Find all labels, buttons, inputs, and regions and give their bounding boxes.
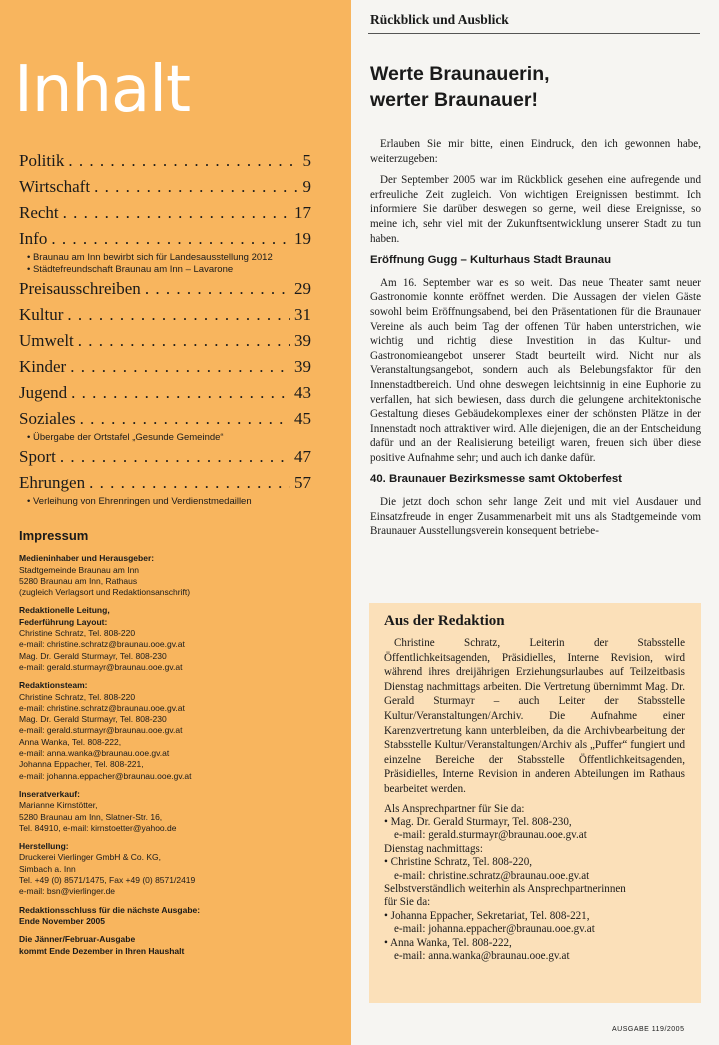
impressum-line: 5280 Braunau am Inn, Rathaus <box>19 575 138 586</box>
toc-leader <box>94 174 298 200</box>
article-paragraph: Am 16. September war es so weit. Das neue Theater samt neuer Gastronomie konnte eröffnet werden. Die Aussagen der vielen Gäste sowohl beim Eröffnungsabend, bei den Präsentationen für die Braunauer Vereine als auch beim Tag der offenen Tür haben unterstrichen, wie wichtig und richtig diese Investition in das Kultur- und Gastronomieangebot unserer Stadt beurteilt wird. Nicht nur als Veranstaltungsangebot, sondern auch als Belebungsfaktor für den Innenstadtbereich. Und ohne deswegen leichtsinnig in eine Euphorie zu verfallen, hat sich bewiesen, dass durch die gelungene architektonische Gestaltung dieses Gebäudekomplexes einer der schönsten Plätze in der Innenstadt noch attraktiver wird. Alle diejenigen, die an der Entscheidung dafür und an der Realisierung beteiligt waren, freuen sich über diese positive Aufnahme sehr; und auch ich danke dafür. <box>370 276 701 464</box>
toc-label: Info <box>19 229 48 248</box>
contact-email: e-mail: anna.wanka@braunau.ooe.gv.at <box>394 950 570 962</box>
toc-label: Kinder <box>19 357 67 376</box>
impressum-line: Christine Schratz, Tel. 808-220 <box>19 628 136 639</box>
impressum-heading: Redaktionelle Leitung, <box>19 605 110 616</box>
toc-leader <box>60 444 290 470</box>
toc-label: Sport <box>19 447 56 466</box>
article-headline <box>370 61 700 113</box>
impressum-line: Mag. Dr. Gerald Sturmayr, Tel. 808-230 <box>19 714 167 725</box>
toc-page: 9 <box>302 177 311 196</box>
toc-page: 19 <box>294 229 311 248</box>
contact-email: e-mail: gerald.sturmayr@braunau.ooe.gv.at <box>394 829 587 842</box>
toc-label: Umwelt <box>19 331 74 350</box>
article-subheading: 40. Braunauer Bezirksmesse samt Oktoberfest <box>370 473 622 486</box>
toc-entry <box>19 148 311 174</box>
toc-page: 17 <box>294 203 311 222</box>
impressum-line: e-mail: bsn@vierlinger.de <box>19 886 116 897</box>
impressum-line: Anna Wanka, Tel. 808-222, <box>19 736 122 747</box>
impressum-line: e-mail: anna.wanka@braunau.ooe.gv.at <box>19 748 170 759</box>
table-of-contents <box>19 148 311 508</box>
toc-page: 45 <box>294 409 311 428</box>
editorial-paragraph: Christine Schratz, Leiterin der Stabsstelle Öffentlichkeitsagenden, Präsidielles, Interne Revision, wird während ihres dreijährigen Erziehungsurlaubes auf Teilzeitbasis Dienstag nachmittags arbeiten. Die Vertretung übernimmt Mag. Dr. Gerald Sturmayr – auch Leiter der Stabsstelle Kultur/Veranstaltungen/Archiv. Die Aufnahme einer Karenzvertretung kann unterbleiben, da die Archivbearbeitung der Stabsstelle Kultur/Veranstaltungen/Archiv als „Puffer“ fungiert und einzelne Bereiche der Stabsstelle Öffentlichkeitsagenden, Präsidielles, Interne Revision in anderen Abteilungen im Rathaus bearbeitet werden. <box>384 637 685 795</box>
contact-person: • Christine Schratz, Tel. 808-220, <box>384 856 685 869</box>
impressum-block <box>19 605 339 673</box>
contents-title: Inhalt <box>14 53 191 127</box>
toc-entry <box>19 302 311 328</box>
impressum-line: e-mail: gerald.sturmayr@braunau.ooe.gv.at <box>19 725 183 736</box>
impressum-block <box>19 789 339 834</box>
editorial-box <box>369 603 701 1003</box>
toc-entry <box>19 328 311 354</box>
toc-entry <box>19 354 311 380</box>
impressum-line: Johanna Eppacher, Tel. 808-221, <box>19 759 144 770</box>
impressum-line: Tel. 84910, e-mail: kirnstoetter@yahoo.de <box>19 822 177 833</box>
impressum-block <box>19 680 339 782</box>
impressum-line: e-mail: johanna.eppacher@braunau.ooe.gv.at <box>19 770 192 781</box>
section-label: Rückblick und Ausblick <box>370 12 509 27</box>
toc-entry <box>19 406 311 432</box>
toc-leader <box>70 354 290 380</box>
impressum-title: Impressum <box>19 528 89 543</box>
impressum-block <box>19 553 339 598</box>
toc-subentry: • Verleihung von Ehrenringen und Verdienstmedaillen <box>19 496 311 508</box>
toc-label: Recht <box>19 203 59 222</box>
toc-entry <box>19 380 311 406</box>
impressum-heading: Federführung Layout: <box>19 616 108 627</box>
impressum-heading: Inseratverkauf: <box>19 788 80 799</box>
toc-label: Politik <box>19 151 65 170</box>
impressum-heading: Redaktionsteam: <box>19 680 88 691</box>
toc-page: 39 <box>294 331 311 350</box>
impressum <box>19 530 339 964</box>
article-paragraph: Der September 2005 war im Rückblick gesehen eine aufregende und erfreuliche Zeit zugleich. Von wichtigen Ereignissen bestimmt. Ich informiere Sie darüber deswegen so gerne, weil diese Ereignisse, so meine ich, sehr viel mit der Zukunftsentwicklung unserer Stadt zu tun haben. <box>370 174 701 245</box>
impressum-line: Stadtgemeinde Braunau am Inn <box>19 564 140 575</box>
toc-page: 39 <box>294 357 311 376</box>
impressum-heading: Redaktionsschluss für die nächste Ausgabe: <box>19 904 201 915</box>
impressum-line: Druckerei Vierlinger GmbH & Co. KG, <box>19 852 162 863</box>
contact-email: e-mail: christine.schratz@braunau.ooe.gv.at <box>394 869 590 882</box>
toc-leader <box>80 406 290 432</box>
impressum-line: e-mail: gerald.sturmayr@braunau.ooe.gv.at <box>19 661 183 672</box>
contact-text: für Sie da: <box>384 896 431 909</box>
toc-page: 29 <box>294 279 311 298</box>
toc-leader <box>89 470 290 496</box>
impressum-heading: Ende November 2005 <box>19 915 105 926</box>
toc-label: Soziales <box>19 409 76 428</box>
toc-page: 5 <box>302 151 311 170</box>
toc-page: 43 <box>294 383 311 402</box>
contents-panel <box>0 0 351 1045</box>
impressum-heading: Herstellung: <box>19 841 69 852</box>
toc-leader <box>68 148 298 174</box>
impressum-heading: kommt Ende Dezember in Ihren Haushalt <box>19 945 185 956</box>
toc-leader <box>145 276 290 302</box>
toc-leader <box>71 380 290 406</box>
toc-label: Wirtschaft <box>19 177 91 196</box>
impressum-block <box>19 905 339 928</box>
impressum-heading: Medieninhaber und Herausgeber: <box>19 553 155 564</box>
article-subheading: Eröffnung Gugg – Kulturhaus Stadt Braunau <box>370 254 612 267</box>
impressum-line: Christine Schratz, Tel. 808-220 <box>19 691 136 702</box>
toc-entry <box>19 200 311 226</box>
contact-text: Selbstverständlich weiterhin als Ansprechpartnerinnen <box>384 882 626 895</box>
toc-label: Kultur <box>19 305 64 324</box>
impressum-line: Simbach a. Inn <box>19 863 76 874</box>
toc-page: 57 <box>294 473 311 492</box>
impressum-line: Mag. Dr. Gerald Sturmayr, Tel. 808-230 <box>19 650 167 661</box>
toc-entry <box>19 470 311 496</box>
toc-entry <box>19 174 311 200</box>
impressum-line: Marianne Kirnstötter, <box>19 800 98 811</box>
article-paragraph: Erlauben Sie mir bitte, einen Eindruck, den ich gewonnen habe, weiterzugeben: <box>370 138 701 165</box>
issue-footer: AUSGABE 119/2005 <box>612 1026 685 1033</box>
impressum-line: e-mail: christine.schratz@braunau.ooe.gv.at <box>19 639 185 650</box>
contact-person: • Anna Wanka, Tel. 808-222, <box>384 937 685 950</box>
toc-leader <box>63 200 290 226</box>
impressum-line: (zugleich Verlagsort und Redaktionsanschrift) <box>19 587 191 598</box>
contact-text: Dienstag nachmittags: <box>384 842 483 855</box>
toc-label: Jugend <box>19 383 68 402</box>
headline-line-2: werter Braunauer! <box>370 89 538 111</box>
toc-subentry: • Braunau am Inn bewirbt sich für Landesausstellung 2012 <box>19 252 311 264</box>
section-rule <box>368 33 700 34</box>
toc-label: Ehrungen <box>19 473 86 492</box>
impressum-line: Tel. +49 (0) 8571/1475, Fax +49 (0) 8571/2419 <box>19 875 196 886</box>
toc-leader <box>78 328 290 354</box>
impressum-line: 5280 Braunau am Inn, Slatner-Str. 16, <box>19 811 163 822</box>
impressum-heading: Die Jänner/Februar-Ausgabe <box>19 934 136 945</box>
contact-person: • Johanna Eppacher, Sekretariat, Tel. 808-221, <box>384 910 685 923</box>
toc-entry <box>19 276 311 302</box>
contact-list <box>384 803 685 964</box>
editorial-title: Aus der Redaktion <box>384 613 505 629</box>
toc-leader <box>67 302 290 328</box>
toc-entry <box>19 444 311 470</box>
impressum-block <box>19 841 339 897</box>
toc-label: Preisausschreiben <box>19 279 141 298</box>
toc-subentry: • Übergabe der Ortstafel „Gesunde Gemeinde“ <box>19 432 311 444</box>
article-paragraph: Die jetzt doch schon sehr lange Zeit und mit viel Ausdauer und Einsatzfreude in enger Zusammenarbeit mit uns als Stadtgemeinde vom Braunauer Ausstellungsverein konsequent betriebe- <box>370 496 701 538</box>
toc-page: 47 <box>294 447 311 466</box>
toc-subentry: • Städtefreundschaft Braunau am Inn – Lavarone <box>19 264 311 276</box>
contact-person: • Mag. Dr. Gerald Sturmayr, Tel. 808-230, <box>384 816 685 829</box>
contact-email: e-mail: johanna.eppacher@braunau.ooe.gv.at <box>394 923 595 936</box>
toc-leader <box>51 226 290 252</box>
impressum-block <box>19 934 339 957</box>
impressum-line: e-mail: christine.schratz@braunau.ooe.gv.at <box>19 702 185 713</box>
contact-text: Als Ansprechpartner für Sie da: <box>384 802 525 815</box>
headline-line-1: Werte Braunauerin, <box>370 63 550 85</box>
article-body <box>370 137 701 546</box>
toc-entry <box>19 226 311 252</box>
toc-page: 31 <box>294 305 311 324</box>
